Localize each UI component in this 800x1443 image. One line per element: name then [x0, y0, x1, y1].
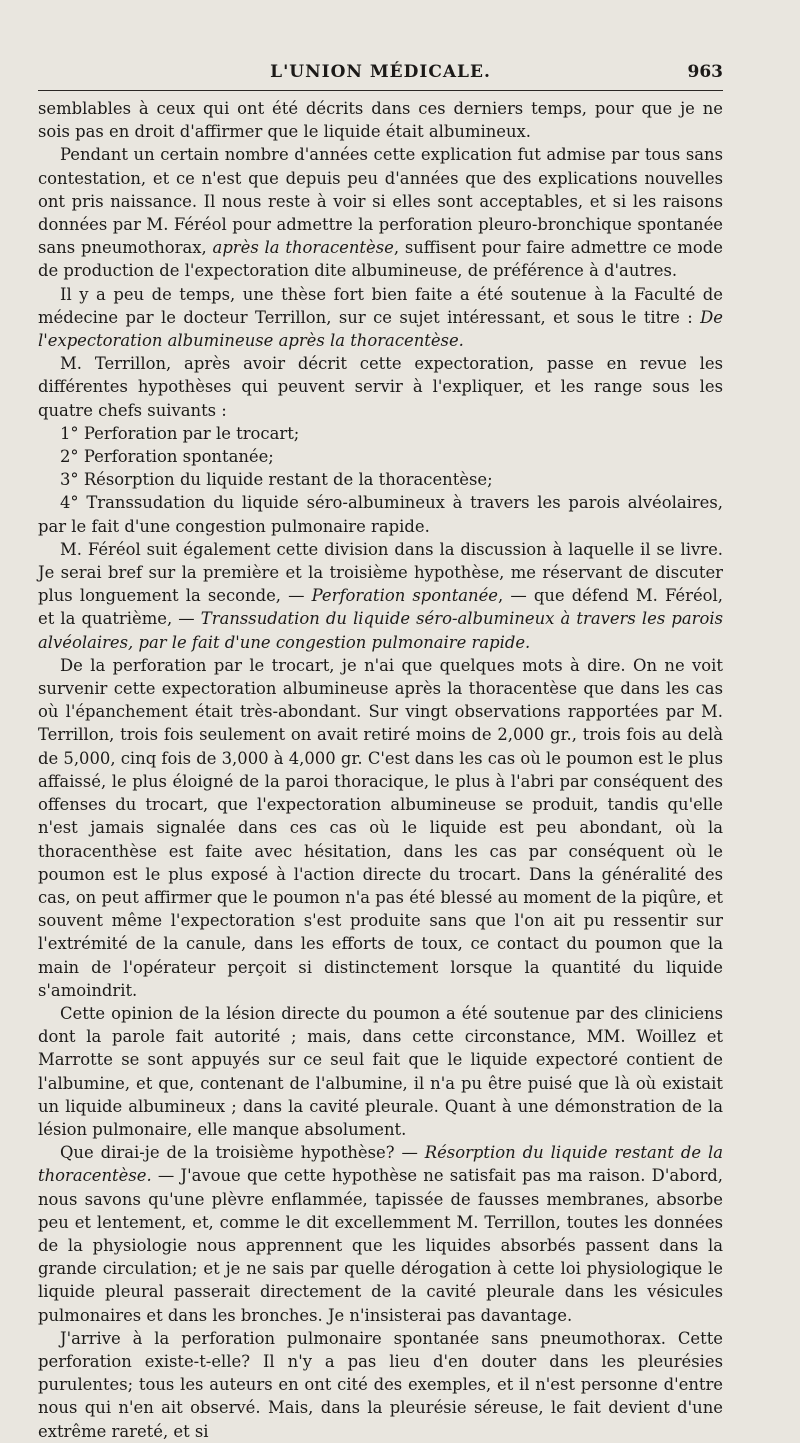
text-run: J'arrive à la perforation pulmonaire spontanée sans pneumothorax. Cette perforation existe-t-elle? Il n'y a pas lieu d'en douter dans les pleurésies purulentes; tous les auteurs en ont cité des exemples, et il n'est personne d'entre nous qui n'en ait observé. Mais, dans la pleurésie séreuse, le fait devient d'une extrême rareté, et si: [38, 1328, 723, 1441]
text-run: 2° Perforation spontanée;: [60, 447, 274, 467]
text-run: Cette opinion de la lésion directe du poumon a été soutenue par des cliniciens dont la parole fait autorité ; mais, dans cette circonstance, MM. Woillez et Marrotte se sont appuyés sur ce seul fait que le liquide expectoré contient de l'albumine, et que, contenant de l'albumine, il n'a pu être puisé que là où existait un liquide albumineux ; dans la cavité pleurale. Quant à une démonstration de la lésion pulmonaire, elle manque absolument.: [38, 1003, 723, 1139]
paragraph: [38, 1002, 723, 1141]
paragraph: [38, 538, 723, 654]
text-run: 1° Perforation par le trocart;: [60, 423, 300, 443]
text-run: , — que défend M. Féréol, et la quatrième, —: [38, 586, 723, 629]
paragraph: [38, 283, 723, 353]
page-header: [38, 62, 723, 91]
paragraph: [38, 491, 723, 537]
journal-title: L'UNION MÉDICALE.: [270, 62, 491, 82]
text-run: Que dirai-je de la troisième hypothèse? —: [60, 1143, 425, 1163]
paragraph: [38, 654, 723, 1002]
text-run: De la perforation par le trocart, je n'ai que quelques mots à dire. On ne voit survenir cette expectoration albumineuse après la thoracentèse que dans les cas où l'épanchement était très-abondant. Sur vingt observations rapportées par M. Terrillon, trois fois seulement on avait retiré moins de 2,000 gr., trois fois au delà de 5,000, cinq fois de 3,000 à 4,000 gr. C'est dans les cas où le poumon est le plus affaissé, le plus éloigné de la paroi thoracique, le plus à l'abri par conséquent des offenses du trocart, que l'expectoration albumineuse se produit, tandis qu'elle n'est jamais signalée dans ces cas où le liquide est peu abondant, où la thoracenthèse est faite avec hésitation, dans les cas par conséquent où le poumon est le plus exposé à l'action directe du trocart. Dans la généralité des cas, on peut affirmer que le poumon n'a pas été blessé au moment de la piqûre, et souvent même l'expectoration s'est produite sans que l'on ait pu ressentir sur l'extrémité de la canule, dans les efforts de toux, ce contact du poumon que la main de l'opérateur perçoit si distinctement lorsque la quantité du liquide s'amoindrit.: [38, 655, 723, 1000]
text-run: M. Féréol suit également cette division dans la discussion à laquelle il se livre. Je serai bref sur la première et la troisième hypothèse, me réservant de discuter plus longuement la seconde, —: [38, 539, 723, 606]
text-run: semblables à ceux qui ont été décrits dans ces derniers temps, pour que je ne sois pas en droit d'affirmer que le liquide était albumineux.: [38, 99, 723, 142]
text-run: , suffisent pour faire admettre ce mode de production de l'expectoration dite albumineuse, de préférence à d'autres.: [38, 238, 723, 281]
text-run: — J'avoue que cette hypothèse ne satisfait pas ma raison. D'abord, nous savons qu'une plèvre enflammée, tapissée de fausses membranes, absorbe peu et lentement, et, comme le dit excellemment M. Terrillon, toutes les données de la physiologie nous apprennent que les liquides absorbés passent dans la grande circulation; et je ne sais par quelle dérogation à cette loi physiologique le liquide pleural passerait directement de la cavité pleurale dans les vésicules pulmonaires et dans les bronches. Je n'insisterai pas davantage.: [38, 1166, 723, 1325]
italic-text: après la thoracentèse: [212, 238, 394, 258]
paragraph: [38, 97, 723, 143]
text-run: 4° Transsudation du liquide séro-albumineux à travers les parois alvéolaires, par le fait d'une congestion pulmonaire rapide.: [38, 493, 723, 536]
paragraph: [38, 1141, 723, 1327]
text-run: 3° Résorption du liquide restant de la thoracentèse;: [60, 470, 493, 490]
italic-text: Résorption du liquide restant de la thoracentèse.: [38, 1143, 723, 1186]
paragraph: [38, 143, 723, 282]
text-run: Pendant un certain nombre d'années cette explication fut admise par tous sans contestation, et ce n'est que depuis peu d'années que des explications nouvelles ont pris naissance. Il nous reste à voir si elles sont acceptables, et si les raisons données par M. Féréol pour admettre la perforation pleuro-bronchique spontanée sans pneumothorax,: [38, 145, 723, 258]
paragraph: [38, 445, 723, 468]
italic-text: De l'expectoration albumineuse après la thoracentèse.: [38, 307, 723, 351]
italic-text: Transsudation du liquide séro-albumineux à travers les parois alvéolaires, par le fait d'une congestion pulmonaire rapide.: [38, 609, 724, 652]
paragraph: [38, 1327, 723, 1443]
article-body: [38, 97, 723, 1443]
paragraph: [38, 352, 723, 422]
italic-text: Perforation spontanée: [311, 586, 499, 606]
paragraph: [38, 422, 723, 445]
text-run: Il y a peu de temps, une thèse fort bien faite a été soutenue à la Faculté de médecine par le docteur Terrillon, sur ce sujet intéressant, et sous le titre :: [38, 284, 723, 327]
text-run: M. Terrillon, après avoir décrit cette expectoration, passe en revue les différentes hypothèses qui peuvent servir à l'expliquer, et les range sous les quatre chefs suivants :: [38, 354, 723, 420]
paragraph: [38, 468, 723, 491]
page-number: 963: [687, 62, 723, 82]
